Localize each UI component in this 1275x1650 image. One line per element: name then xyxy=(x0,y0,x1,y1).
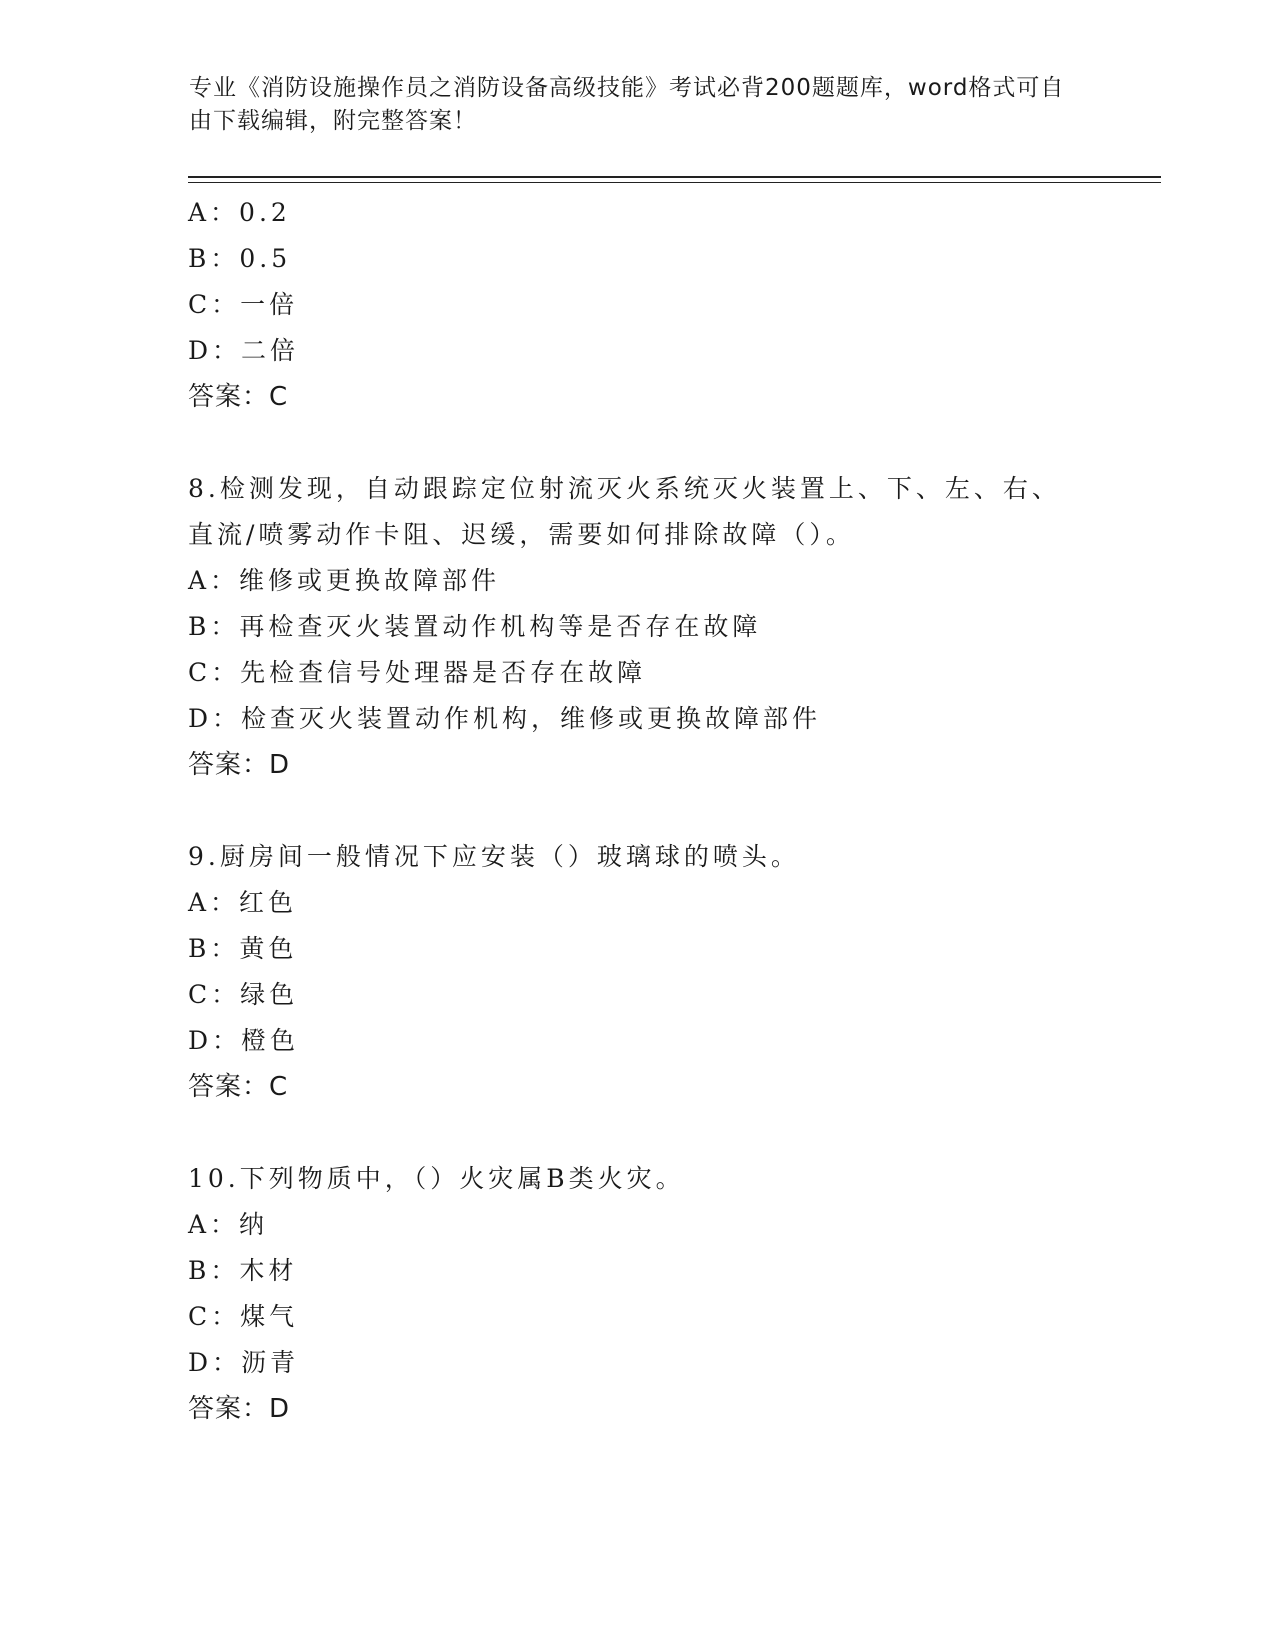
answer-line: 答案：C xyxy=(188,1072,289,1102)
answer-line: 答案：C xyxy=(188,382,289,412)
question-body xyxy=(188,190,1088,1432)
question-stem: 8.检测发现，自动跟踪定位射流灭火系统灭火装置上、下、左、右、 xyxy=(188,474,1061,503)
option-d: D：沥青 xyxy=(188,1348,300,1377)
spacer xyxy=(188,1110,1088,1156)
option-d: D：二倍 xyxy=(188,336,300,365)
question-8 xyxy=(188,466,1088,788)
header-rule-thick xyxy=(188,176,1161,178)
option-c: C：先检查信号处理器是否存在故障 xyxy=(188,658,647,687)
spacer xyxy=(188,788,1088,834)
question-continued xyxy=(188,190,1088,420)
spacer xyxy=(188,420,1088,466)
question-9 xyxy=(188,834,1088,1110)
document-header: 专业《消防设施操作员之消防设备高级技能》考试必背200题题库，word格式可自由下载编辑，附完整答案！ xyxy=(189,75,1065,134)
option-a: A：纳 xyxy=(188,1210,269,1239)
option-d: D：检查灭火装置动作机构，维修或更换故障部件 xyxy=(188,704,822,733)
answer-line: 答案：D xyxy=(188,1394,291,1424)
option-a: A：维修或更换故障部件 xyxy=(188,566,501,595)
option-b: B：0.5 xyxy=(188,244,292,273)
question-stem: 直流/喷雾动作卡阻、迟缓，需要如何排除故障（）。 xyxy=(188,520,855,549)
question-stem: 9.厨房间一般情况下应安装（）玻璃球的喷头。 xyxy=(188,842,800,871)
question-10 xyxy=(188,1156,1088,1432)
option-a: A：红色 xyxy=(188,888,298,917)
option-b: B：木材 xyxy=(188,1256,298,1285)
option-b: B：再检查灭火装置动作机构等是否存在故障 xyxy=(188,612,762,641)
option-b: B：黄色 xyxy=(188,934,298,963)
option-c: C：一倍 xyxy=(188,290,299,319)
option-c: C：煤气 xyxy=(188,1302,299,1331)
option-c: C：绿色 xyxy=(188,980,299,1009)
option-a: A：0.2 xyxy=(188,198,291,227)
question-stem: 10.下列物质中，（）火灾属B类火灾。 xyxy=(188,1164,685,1193)
header-rule-thin xyxy=(188,182,1161,183)
answer-line: 答案：D xyxy=(188,750,291,780)
option-d: D：橙色 xyxy=(188,1026,300,1055)
